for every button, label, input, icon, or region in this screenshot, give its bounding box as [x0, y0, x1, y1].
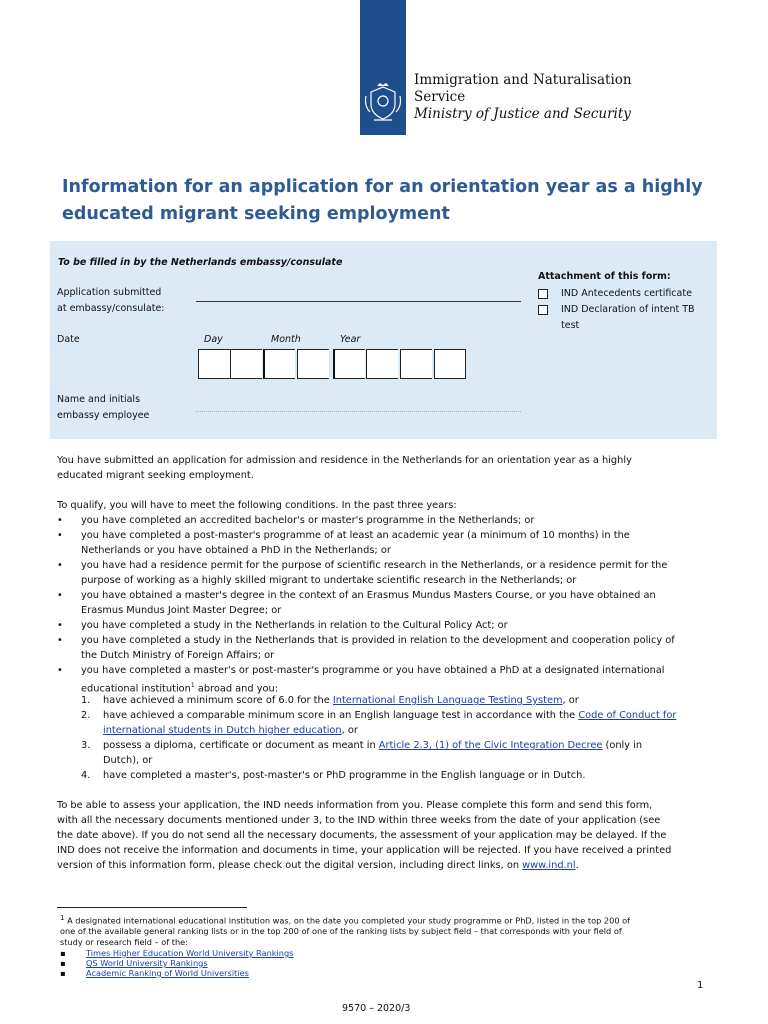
qualify-text: To qualify, you will have to meet the following conditions. In the past three years: — [57, 500, 457, 511]
footnote-ref[interactable]: 1 — [190, 682, 195, 689]
footnote-line: study or research field – of the: — [60, 936, 188, 947]
qs-rankings-link[interactable]: QS World University Rankings — [86, 958, 208, 968]
list-item-text: you have completed a master's or post-master's programme or you have obtained a PhD at a designated international — [81, 665, 665, 676]
name-field[interactable] — [196, 411, 521, 412]
date-cell[interactable] — [333, 349, 365, 379]
submitted-label-line-1: Application submitted — [57, 287, 162, 298]
footnote-line: A designated international educational institution was, on the date you completed your study programme or PhD, listed in the top 200 of — [64, 915, 631, 926]
list-item-text: the Dutch Ministry of Foreign Affairs; or — [81, 650, 275, 661]
date-cell[interactable] — [297, 349, 329, 379]
intro-line-1: You have submitted an application for admission and residence in the Netherlands for an orientation year as a highly — [57, 455, 632, 466]
month-label: Month — [271, 334, 301, 345]
tb-test-checkbox[interactable] — [538, 305, 548, 315]
sub-item-text: possess a diploma, certificate or document as meant in — [103, 740, 379, 751]
submitted-label-line-2: at embassy/consulate: — [57, 303, 165, 314]
year-label: Year — [340, 334, 361, 345]
sub-item-text: , or — [341, 725, 358, 736]
list-item-text: purpose of working as a highly skilled migrant to undertake scientific research in the Netherlands; or — [81, 575, 577, 586]
ielts-link[interactable]: International English Language Testing System — [332, 695, 563, 706]
sub-item-number: 3. — [81, 740, 91, 751]
name-label-line-1: Name and initials — [57, 394, 141, 405]
assess-line: To be able to assess your application, the IND needs information from you. Please complete this form and send this form, — [57, 800, 653, 811]
attachment-item: test — [561, 320, 580, 331]
organization-name — [414, 72, 632, 123]
date-cell[interactable] — [230, 349, 262, 379]
date-cell[interactable] — [434, 349, 466, 379]
day-label: Day — [204, 334, 223, 345]
assess-line: IND does not receive the information and documents in time, your application will be rejected. If you have received a printed — [57, 845, 672, 856]
attachment-item: IND Declaration of intent TB — [561, 304, 695, 315]
date-cell[interactable] — [198, 349, 230, 379]
code-of-conduct-link-cont[interactable]: international students in Dutch higher education — [103, 725, 342, 736]
list-item-text-part: educational institution — [81, 683, 191, 695]
sub-item-text: have completed a master's, post-master's or PhD programme in the English language or in Dutch. — [103, 770, 586, 781]
list-item-text: you have completed a post-master's programme of at least an academic year (a minimum of 10 months) in the — [81, 530, 630, 541]
sub-item-number: 1. — [81, 695, 91, 706]
list-item-text: you have had a residence permit for the purpose of scientific research in the Netherlands, or a residence permit for the — [81, 560, 668, 571]
ind-website-link[interactable]: www.ind.nl — [522, 860, 576, 871]
sub-item-text: (only in — [602, 740, 643, 751]
page-number: 1 — [697, 980, 704, 991]
date-cell[interactable] — [400, 349, 432, 379]
sub-item-number: 2. — [81, 710, 91, 721]
footnote-line: one of the available general ranking lists or in the top 200 of one of the ranking lists by subject field – that corresponds with your field of — [60, 926, 622, 937]
footnote-divider — [57, 907, 247, 908]
arwu-rankings-link[interactable]: Academic Ranking of World Universities — [86, 968, 249, 978]
assess-line: with all the necessary documents mentioned under 3, to the IND within three weeks from the date of your application (see — [57, 815, 661, 826]
code-of-conduct-link[interactable]: Code of Conduct for — [578, 710, 677, 721]
assess-line — [57, 858, 717, 873]
name-label — [57, 392, 149, 424]
antecedents-checkbox[interactable] — [538, 289, 548, 299]
list-item-text: you have completed an accredited bachelor's or master's programme in the Netherlands; or — [81, 515, 535, 526]
intro-line-2: educated migrant seeking employment. — [57, 470, 254, 481]
list-item-text: you have obtained a master's degree in the context of an Erasmus Mundus Masters Course, or you have obtained an — [81, 590, 656, 601]
civic-integration-link[interactable]: Article 2.3, (1) of the Civic Integration Decree — [378, 740, 603, 751]
submitted-field[interactable] — [196, 301, 521, 302]
name-label-line-2: embassy employee — [57, 410, 150, 421]
list-item-text: Netherlands or you have obtained a PhD in the Netherlands; or — [81, 545, 391, 556]
list-item-text: Erasmus Mundus Joint Master Degree; or — [81, 605, 282, 616]
attachment-heading: Attachment of this form: — [538, 271, 671, 282]
date-cell[interactable] — [263, 349, 295, 379]
crest-icon — [362, 82, 404, 124]
date-cell[interactable] — [366, 349, 398, 379]
footnote-mark: 1 — [60, 914, 65, 922]
sub-item-text: , or — [562, 695, 579, 706]
list-item-text-part: abroad and you: — [194, 683, 279, 695]
sub-item-number: 4. — [81, 770, 91, 781]
sub-item-text: Dutch), or — [103, 755, 153, 766]
ministry-name: Ministry of Justice and Security — [414, 106, 631, 122]
list-item-text: you have completed a study in the Netherlands that is provided in relation to the development and cooperation policy of — [81, 635, 675, 646]
assess-line-end: . — [575, 860, 579, 871]
submitted-label — [57, 285, 165, 317]
embassy-box-heading: To be filled in by the Netherlands embassy/consulate — [58, 257, 343, 268]
assess-line: the date above). If you do not send all the necessary documents, the assessment of your application may be delayed. If the — [57, 830, 667, 841]
org-line-2: Service — [414, 89, 466, 105]
the-rankings-link[interactable]: Times Higher Education World University Rankings — [86, 948, 294, 958]
sub-item-text: have achieved a comparable minimum score in an English language test in accordance with the — [103, 710, 579, 721]
org-line-1: Immigration and Naturalisation — [414, 72, 632, 88]
form-code: 9570 – 2020/3 — [342, 1003, 411, 1014]
attachment-item: IND Antecedents certificate — [561, 288, 692, 299]
assess-line-text: version of this information form, please check out the digital version, including direct links, on — [57, 860, 523, 871]
sub-item-text: have achieved a minimum score of 6.0 for the — [103, 695, 333, 706]
date-label: Date — [57, 334, 80, 345]
page-title: Information for an application for an orientation year as a highly educated migrant seeking employment — [62, 177, 703, 224]
list-item-text: you have completed a study in the Netherlands in relation to the Cultural Policy Act; or — [81, 620, 508, 631]
footnote-text — [60, 913, 716, 947]
